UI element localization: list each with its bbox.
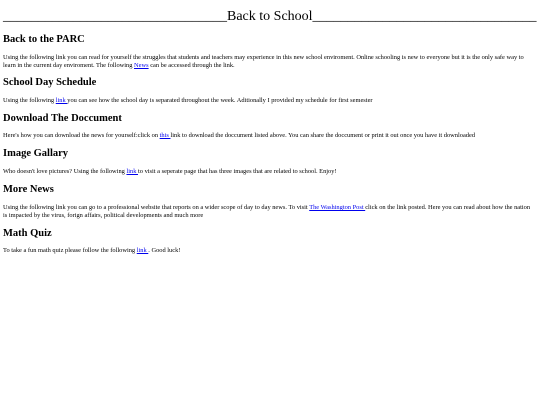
section-text-quiz: [3, 247, 535, 255]
section-text-schedule: [3, 97, 535, 105]
news-text-after: click on the link posted. Here you can read about how the nation is impacted by the virus, forign affairs, political developments and much more: [3, 204, 531, 219]
download-text-before: Here's how you can download the news for yourself:click on: [3, 132, 160, 139]
section-heading-gallery: Image Gallary: [3, 148, 69, 159]
section-text-download: [3, 132, 535, 140]
section-heading-news: More News: [3, 184, 54, 195]
washington-post-link[interactable]: The Washington Post: [309, 204, 366, 211]
section-heading-quiz: Math Quiz: [3, 228, 52, 239]
section-text-news: [3, 204, 535, 220]
gallery-text-after: to visit a seperate page that has three images that are related to school. Enjoy!: [138, 168, 337, 175]
download-link[interactable]: this: [159, 132, 171, 139]
section-text-gallery: [3, 168, 535, 176]
quiz-text-before: To take a fun math quiz please follow the following: [3, 247, 137, 254]
news-text-before: Using the following link you can go to a professional website that reports on a wider scope of day to day news. To visit: [3, 204, 310, 211]
section-text-parc: [3, 54, 535, 70]
schedule-text-before: Using the following: [3, 97, 56, 104]
section-heading-download: Download The Doccument: [3, 113, 122, 124]
section-heading-schedule: School Day Schedule: [3, 77, 97, 88]
news-link[interactable]: News: [134, 62, 149, 69]
quiz-text-after: . Good luck!: [148, 247, 181, 254]
schedule-text-after: you can see how the school day is separated throughout the week. Aditionally I provided my schedule for first semester: [67, 97, 373, 104]
parc-text-before: Using the following link you can read for yourself the struggles that students and teachers may experience in this new school enviroment. Online schooling is new to everyone but it is the only safe way to learn in the current day enviroment. The following: [3, 54, 524, 69]
gallery-text-before: Who doesn't love pictures? Using the following: [3, 168, 127, 175]
parc-text-after: can be accessed through the link.: [148, 62, 235, 69]
page-title: ________________________________Back to School________________________________: [3, 9, 537, 24]
schedule-link[interactable]: link: [55, 97, 68, 104]
quiz-link[interactable]: link: [136, 247, 149, 254]
download-text-after: link to download the doccument listed above. You can share the doccument or print it out once you have it downloaded: [170, 132, 476, 139]
section-heading-parc: Back to the PARC: [3, 34, 85, 45]
gallery-link[interactable]: link: [126, 168, 138, 175]
